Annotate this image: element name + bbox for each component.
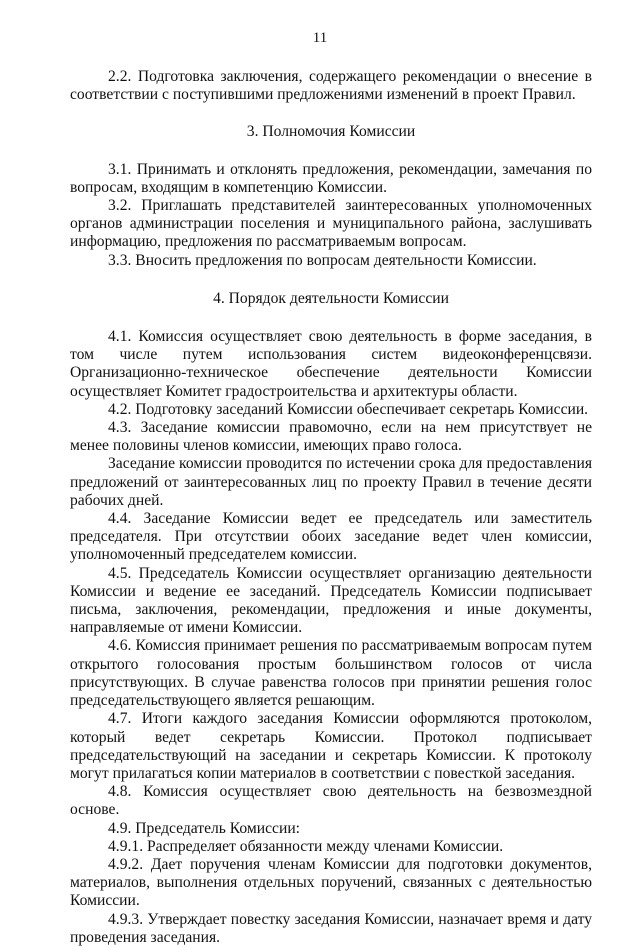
paragraph-4-5: 4.5. Председатель Комиссии осуществляет организацию деятельности Комиссии и ведение ее заседаний. Председатель Комиссии подписывает письма, заключения, рекомендации, предложения и иные документы, направляемые от имени Комиссии. [70, 564, 592, 637]
paragraph-2-2: 2.2. Подготовка заключения, содержащего рекомендации о внесение в соответствии с поступившими предложениями изменений в проект Правил. [70, 68, 592, 104]
paragraph-4-4: 4.4. Заседание Комиссии ведет ее председатель или заместитель председателя. При отсутствии обоих заседание ведет член комиссии, уполномоченный председателем комиссии. [70, 510, 592, 564]
paragraph-4-1: 4.1. Комиссия осуществляет свою деятельность в форме заседания, в том числе путем использования систем видеоконференцсвязи. Организационно-техническое обеспечение деятельности Комиссии осуществляет Комитет градостроительства и архитектуры области. [70, 328, 592, 400]
paragraph-4-3-continued: Заседание комиссии проводится по истечении срока для предоставления предложений от заинтересованных лиц по проекту Правил в течение десяти рабочих дней. [70, 455, 592, 509]
paragraph-3-2: 3.2. Приглашать представителей заинтересованных уполномоченных органов администрации поселения и муниципального района, заслушивать информацию, предложения по рассматриваемым вопросам. [70, 197, 592, 251]
paragraph-4-9: 4.9. Председатель Комиссии: [108, 819, 301, 837]
section-4-heading: 4. Порядок деятельности Комиссии [213, 289, 449, 307]
paragraph-4-6: 4.6. Комиссия принимает решения по рассматриваемым вопросам путем открытого голосования простым большинством голосов от числа присутствующих. В случае равенства голосов при принятии решения голос председательствующего является решающим. [70, 637, 592, 710]
paragraph-4-9-3: 4.9.3. Утверждает повестку заседания Комиссии, назначает время и дату проведения заседания. [70, 910, 592, 946]
paragraph-4-2: 4.2. Подготовку заседаний Комиссии обеспечивает секретарь Комиссии. [108, 400, 589, 418]
paragraph-3-3: 3.3. Вносить предложения по вопросам деятельности Комиссии. [108, 251, 537, 269]
page-number: 11 [312, 30, 328, 46]
paragraph-4-3: 4.3. Заседание комиссии правомочно, если на нем присутствует не менее половины членов комиссии, имеющих право голоса. [70, 419, 592, 455]
paragraph-4-9-2: 4.9.2. Дает поручения членам Комиссии для подготовки документов, материалов, выполнения отдельных поручений, связанных с деятельностью Комиссии. [70, 855, 592, 910]
paragraph-4-9-1: 4.9.1. Распределяет обязанности между членами Комиссии. [108, 837, 504, 855]
section-3-heading: 3. Полномочия Комиссии [246, 123, 416, 141]
document-body [70, 68, 592, 947]
paragraph-4-7: 4.7. Итоги каждого заседания Комиссии оформляются протоколом, который ведет секретарь Комиссии. Протокол подписывает председательствующий на заседании и секретарь Комиссии. К протоколу могут прилагаться копии материалов в соответствии с повесткой заседания. [70, 710, 592, 782]
paragraph-4-8: 4.8. Комиссия осуществляет свою деятельность на безвозмездной основе. [70, 783, 592, 819]
paragraph-3-1: 3.1. Принимать и отклонять предложения, рекомендации, замечания по вопросам, входящим в компетенцию Комиссии. [70, 160, 592, 196]
